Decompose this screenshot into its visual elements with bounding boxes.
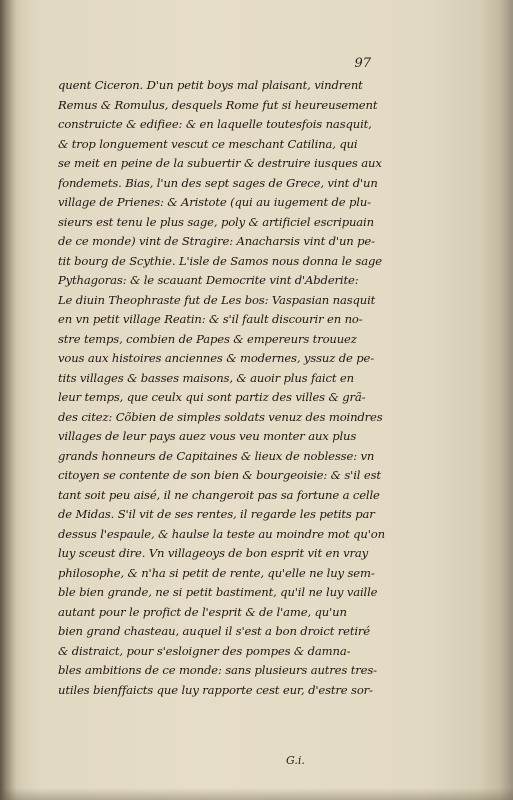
page-number: 97 (354, 56, 371, 71)
text-line: citoyen se contente de son bien & bourgeoisie: & s'il est (58, 468, 381, 482)
text-line: autant pour le profict de l'esprit & de l'ame, qu'un (58, 604, 347, 619)
text-line: leur temps, que ceulx qui sont partiz des villes & grã- (58, 390, 366, 404)
text-line: tant soit peu aisé, il ne changeroit pas sa fortune a celle (58, 487, 380, 502)
text-line: bles ambitions de ce monde: sans plusieurs autres tres- (58, 663, 377, 677)
text-line: bien grand chasteau, auquel il s'est a bon droict retiré (58, 624, 371, 638)
page-bottom-shadow (0, 788, 513, 800)
text-line: utiles bienffaicts que luy rapporte cest eur, d'estre sor- (58, 682, 373, 697)
body-text (58, 76, 408, 700)
text-line: de ce monde) vint de Stragire: Anacharsis vint d'un pe- (58, 234, 375, 248)
text-line: luy sceust dire. Vn villageoys de bon esprit vit en vray (58, 546, 369, 560)
text-line: & trop longuement vescut ce meschant Catilina, qui (58, 136, 358, 151)
text-line: tit bourg de Scythie. L'isle de Samos nous donna le sage (58, 253, 382, 268)
text-line: tits villages & basses maisons, & auoir plus faict en (58, 370, 354, 385)
text-line: construicte & edifiee: & en laquelle toutesfois nasquit, (58, 117, 372, 131)
text-line: grands honneurs de Capitaines & lieux de noblesse: vn (58, 448, 375, 463)
text-line: Le diuin Theophraste fut de Les bos: Vaspasian nasquit (58, 292, 376, 307)
text-line: Remus & Romulus, desquels Rome fut si heureusement (58, 97, 378, 112)
text-line: village de Prienes: & Aristote (qui au iugement de plu- (58, 195, 371, 209)
text-line: en vn petit village Reatin: & s'il fault discourir en no- (58, 312, 363, 326)
text-line: & distraict, pour s'esloigner des pompes & damna- (58, 643, 351, 658)
text-line: fondemets. Bias, l'un des sept sages de Grece, vint d'un (58, 175, 378, 190)
text-line: sieurs est tenu le plus sage, poly & artificiel escripuain (58, 214, 374, 229)
signature-mark: G.i. (286, 754, 305, 767)
text-line: quent Ciceron. D'un petit boys mal plaisant, vindrent (58, 78, 363, 92)
text-line: Pythagoras: & le scauant Democrite vint d'Abderite: (58, 273, 359, 287)
page-binding-edge (0, 0, 16, 800)
text-line: dessus l'espaule, & haulse la teste au moindre mot qu'on (58, 526, 385, 541)
text-line: villages de leur pays auez vous veu monter aux plus (58, 429, 357, 443)
text-line: stre temps, combien de Papes & empereurs trouuez (58, 331, 357, 346)
text-line: de Midas. S'il vit de ses rentes, il regarde les petits par (58, 507, 375, 521)
text-line: philosophe, & n'ha si petit de rente, qu'elle ne luy sem- (58, 565, 375, 580)
text-line: vous aux histoires anciennes & modernes, yssuz de pe- (58, 351, 374, 365)
text-line: des citez: Cõbien de simples soldats venuz des moindres (58, 409, 383, 424)
text-line: se meit en peine de la subuertir & destruire iusques aux (58, 156, 382, 170)
text-line: ble bien grande, ne si petit bastiment, qu'il ne luy vaille (58, 585, 378, 599)
